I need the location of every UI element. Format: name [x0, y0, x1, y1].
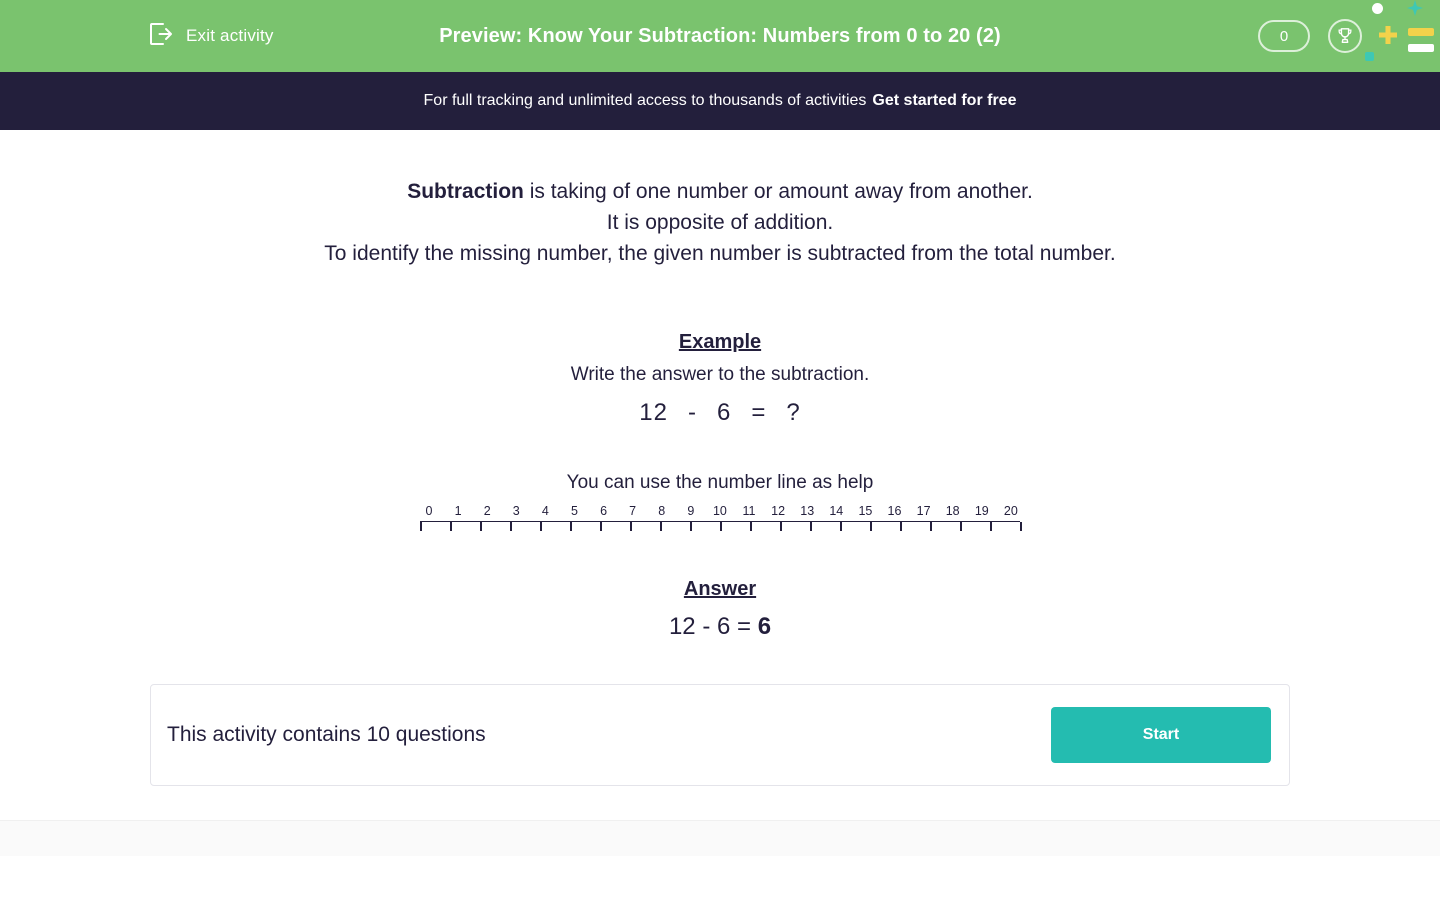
number-line-label: 15 — [858, 504, 873, 518]
decorative-bar-icon — [1408, 44, 1434, 52]
number-line-label: 4 — [541, 504, 549, 518]
number-line-tick — [960, 522, 962, 531]
number-line-tick — [570, 522, 572, 531]
decorative-bar-icon — [1408, 28, 1434, 36]
number-line-label: 6 — [600, 504, 608, 518]
intro-line-2: It is opposite of addition. — [606, 211, 834, 234]
footer-strip — [0, 820, 1440, 856]
number-line-tick — [930, 522, 932, 531]
decorative-dot-icon — [1372, 3, 1383, 14]
number-line-label: 1 — [454, 504, 462, 518]
numberline-help-text: You can use the number line as help — [566, 472, 874, 493]
number-line-label: 10 — [712, 504, 727, 518]
intro-line-1-rest: is taking of one number or amount away from another. — [523, 180, 1033, 203]
number-line-label: 0 — [425, 504, 433, 518]
number-line-tick — [810, 522, 812, 531]
number-line-label: 2 — [483, 504, 491, 518]
equation-term-2: 6 — [716, 399, 732, 426]
number-line-label: 18 — [945, 504, 960, 518]
exit-activity-button[interactable] — [148, 21, 274, 52]
exit-activity-label: Exit activity — [186, 26, 274, 45]
number-line-tick — [720, 522, 722, 531]
number-line-tick — [780, 522, 782, 531]
number-line-tick — [900, 522, 902, 531]
example-heading: Example — [678, 331, 762, 353]
lesson-content — [0, 130, 1440, 856]
answer-heading: Answer — [683, 578, 757, 600]
top-bar — [0, 0, 1440, 72]
question-count-text: This activity contains 10 questions — [167, 723, 486, 746]
number-line-tick — [870, 522, 872, 531]
answer-prefix: 12 - 6 = — [668, 613, 758, 640]
number-line-tick — [450, 522, 452, 531]
number-line — [420, 504, 1020, 538]
exit-arrow-icon — [148, 21, 176, 52]
number-line-label: 11 — [742, 504, 756, 518]
number-line-label: 5 — [570, 504, 578, 518]
decorative-star-icon — [1407, 0, 1423, 16]
equation-unknown: ? — [786, 399, 801, 426]
topbar-right-cluster — [1258, 19, 1362, 53]
number-line-label: 17 — [916, 504, 931, 518]
number-line-labels — [420, 504, 1020, 518]
decorative-square-icon — [1365, 52, 1374, 61]
number-line-tick — [1020, 522, 1022, 531]
intro-text — [0, 176, 1440, 269]
get-started-link[interactable]: Get started for free — [872, 92, 1017, 109]
number-line-tick — [660, 522, 662, 531]
number-line-label: 8 — [658, 504, 666, 518]
example-equation — [0, 399, 1440, 427]
number-line-tick — [630, 522, 632, 531]
decorative-cross-icon — [1379, 26, 1397, 44]
number-line-tick — [510, 522, 512, 531]
number-line-tick — [420, 522, 422, 531]
score-badge: 0 — [1258, 20, 1310, 52]
number-line-label: 13 — [800, 504, 815, 518]
start-activity-card — [150, 684, 1290, 786]
number-line-tick — [840, 522, 842, 531]
number-line-label: 9 — [687, 504, 695, 518]
number-line-tick — [600, 522, 602, 531]
number-line-label: 14 — [829, 504, 844, 518]
number-line-label: 16 — [887, 504, 902, 518]
number-line-axis — [420, 521, 1020, 537]
intro-keyword: Subtraction — [407, 180, 524, 203]
number-line-label: 3 — [512, 504, 520, 518]
number-line-tick — [690, 522, 692, 531]
answer-value: 6 — [757, 613, 772, 640]
number-line-label: 7 — [629, 504, 637, 518]
number-line-tick — [480, 522, 482, 531]
equation-equals: = — [751, 399, 767, 426]
intro-line-1 — [0, 176, 1440, 207]
number-line-tick — [540, 522, 542, 531]
number-line-label: 19 — [974, 504, 989, 518]
number-line-tick — [750, 522, 752, 531]
number-line-label: 20 — [1003, 504, 1018, 518]
trophy-icon[interactable] — [1328, 19, 1362, 53]
promo-text: For full tracking and unlimited access to thousands of activities — [423, 92, 867, 109]
number-line-tick — [990, 522, 992, 531]
equation-operator: - — [687, 399, 697, 426]
promo-banner — [0, 72, 1440, 130]
answer-equation — [0, 613, 1440, 641]
page-title: Preview: Know Your Subtraction: Numbers from 0 to 20 (2) — [439, 24, 1001, 47]
equation-term-1: 12 — [639, 399, 668, 426]
number-line-label: 12 — [771, 504, 786, 518]
start-button[interactable]: Start — [1051, 707, 1271, 763]
example-instruction: Write the answer to the subtraction. — [570, 364, 870, 385]
intro-line-3: To identify the missing number, the given number is subtracted from the total number. — [324, 242, 1116, 265]
